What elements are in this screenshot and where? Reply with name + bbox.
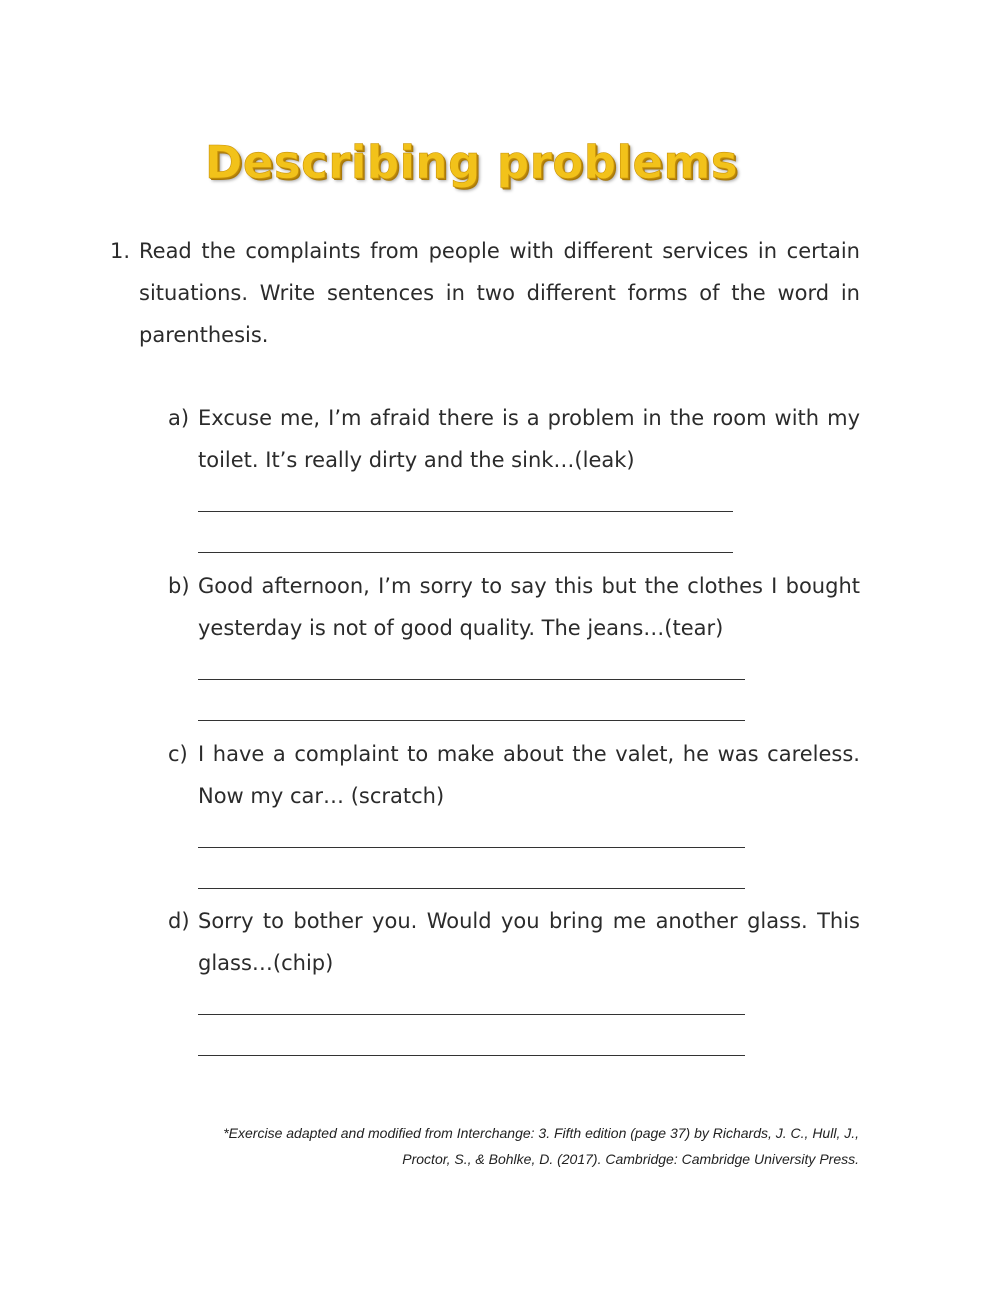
exercise-item-d [168,900,860,984]
answer-line-a-2[interactable] [198,552,733,553]
item-text: Excuse me, I’m afraid there is a problem in the room with my toilet. It’s really dirty and the sink…(leak) [198,406,860,472]
item-letter: b) [168,574,190,598]
item-text: Sorry to bother you. Would you bring me another glass. This glass…(chip) [198,909,860,975]
answer-line-b-2[interactable] [198,720,745,721]
footnote-line-1: *Exercise adapted and modified from Interchange: 3. Fifth edition (page 37) by Richards, J. C., Hull, J., [223,1125,859,1141]
answer-line-c-1[interactable] [198,847,745,848]
exercise-item-a [168,397,860,481]
instruction-number: 1. [110,239,131,263]
instruction-text: Read the complaints from people with different services in certain situations. Write sentences in two different forms of the word in parenthesis. [139,239,860,347]
answer-line-a-1[interactable] [198,511,733,512]
item-letter: a) [168,406,190,430]
instruction-block [110,230,860,356]
answer-line-b-1[interactable] [198,679,745,680]
answer-line-d-1[interactable] [198,1014,745,1015]
item-text: I have a complaint to make about the valet, he was careless. Now my car… (scratch) [198,742,860,808]
footnote-line-2: Proctor, S., & Bohlke, D. (2017). Cambridge: Cambridge University Press. [402,1151,859,1167]
page-title: Describing problems [205,136,739,189]
answer-line-d-2[interactable] [198,1055,745,1056]
item-text: Good afternoon, I’m sorry to say this but the clothes I bought yesterday is not of good quality. The jeans…(tear) [198,574,860,640]
citation-footnote [159,1120,859,1172]
exercise-item-c [168,733,860,817]
item-letter: d) [168,909,190,933]
answer-line-c-2[interactable] [198,888,745,889]
item-letter: c) [168,742,188,766]
exercise-item-b [168,565,860,649]
